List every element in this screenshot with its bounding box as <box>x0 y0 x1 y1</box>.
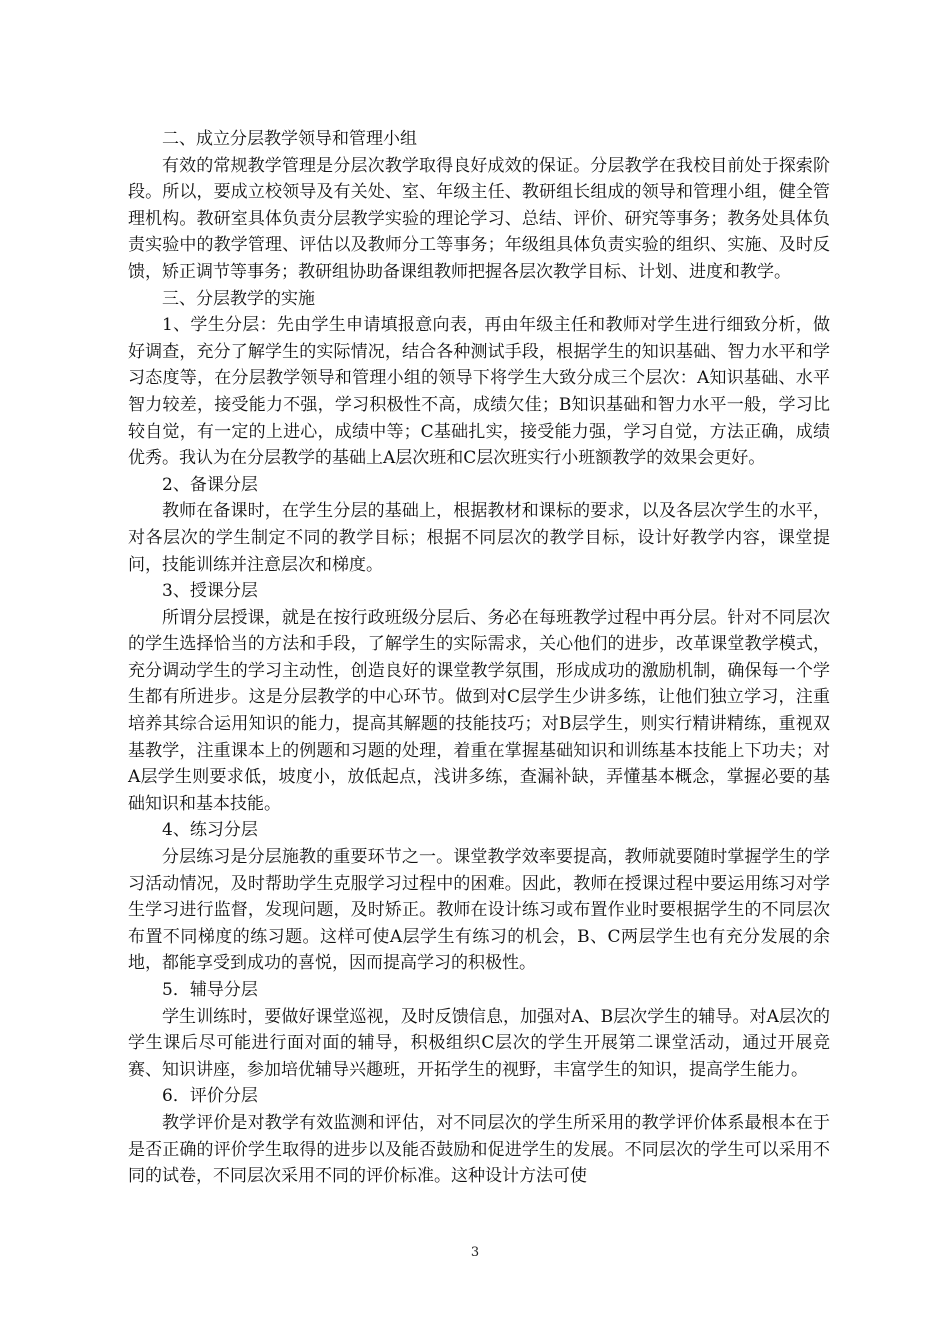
section-heading-evaluation: 6．评价分层 <box>162 1086 258 1107</box>
document-page <box>128 126 830 1190</box>
section-heading-practice: 4、练习分层 <box>162 820 258 841</box>
section-body-leadership: 有效的常规教学管理是分层次教学取得良好成效的保证。分层教学在我校目前处于探索阶段。所以，要成立校领导及有关处、室、年级主任、教研组长组成的领导和管理小组，健全管理机构。教研室具体负责分层教学实验的理论学习、总结、评价、研究等事务；教务处具体负责实验中的教学管理、评估以及教师分工等事务；年级组具体负责实验的组织、实施、及时反馈，矫正调节等事务；教研组协助备课组教师把握各层次教学目标、计划、进度和教学。 <box>128 155 830 282</box>
section-body-student-layering: 1、学生分层：先由学生申请填报意向表，再由年级主任和教师对学生进行细致分析，做好调查，充分了解学生的实际情况，结合各种测试手段，根据学生的知识基础、智力水平和学习态度等，在分层教学领导和管理小组的领导下将学生大致分成三个层次：A知识基础、水平智力较差，接受能力不强，学习积极性不高，成绩欠佳；B知识基础和智力水平一般，学习比较自觉，有一定的上进心，成绩中等；C基础扎实，接受能力强，学习自觉，方法正确，成绩优秀。我认为在分层教学的基础上A层次班和C层次班实行小班额教学的效果会更好。 <box>128 315 830 469</box>
section-body-tutoring: 学生训练时，要做好课堂巡视，及时反馈信息，加强对A、B层次学生的辅导。对A层次的学生课后尽可能进行面对面的辅导，积极组织C层次的学生开展第二课堂活动，通过开展竞赛、知识讲座，参加培优辅导兴趣班，开拓学生的视野，丰富学生的知识，提高学生能力。 <box>128 1006 830 1080</box>
section-heading-teaching: 3、授课分层 <box>162 581 258 602</box>
section-body-teaching: 所谓分层授课，就是在按行政班级分层后、务必在每班教学过程中再分层。针对不同层次的学生选择恰当的方法和手段，了解学生的实际需求，关心他们的进步，改革课堂教学模式，充分调动学生的学习主动性，创造良好的课堂教学氛围，形成成功的激励机制，确保每一个学生都有所进步。这是分层教学的中心环节。做到对C层学生少讲多练，让他们独立学习，注重培养其综合运用知识的能力，提高其解题的技能技巧；对B层学生，则实行精讲精练，重视双基教学，注重课本上的例题和习题的处理，着重在掌握基础知识和训练基本技能上下功夫；对A层学生则要求低，坡度小，放低起点，浅讲多练，查漏补缺，弄懂基本概念，掌握必要的基础知识和基本技能。 <box>128 607 830 814</box>
page-number: 3 <box>470 1245 480 1260</box>
section-heading-lesson-prep: 2、备课分层 <box>162 474 258 495</box>
section-heading-tutoring: 5．辅导分层 <box>162 980 258 1000</box>
section-heading-implementation: 三、分层教学的实施 <box>162 288 315 309</box>
section-body-practice: 分层练习是分层施教的重要环节之一。课堂教学效率要提高，教师就要随时掌握学生的学习活动情况，及时帮助学生克服学习过程中的困难。因此，教师在授课过程中要运用练习对学生学习进行监督，发现问题，及时矫正。教师在设计练习或布置作业时要根据学生的不同层次布置不同梯度的练习题。这样可使A层学生有练习的机会，B、C两层学生也有充分发展的余地，都能享受到成功的喜悦，因而提高学习的积极性。 <box>128 847 830 974</box>
section-body-evaluation: 教学评价是对教学有效监测和评估，对不同层次的学生所采用的教学评价体系最根本在于是否正确的评价学生取得的进步以及能否鼓励和促进学生的发展。不同层次的学生可以采用不同的试卷，不同层次采用不同的评价标准。这种设计方法可使 <box>128 1112 830 1187</box>
section-heading-leadership: 二、成立分层教学领导和管理小组 <box>162 129 417 149</box>
section-body-lesson-prep: 教师在备课时，在学生分层的基础上，根据教材和课标的要求，以及各层次学生的水平，对各层次的学生制定不同的教学目标；根据不同层次的教学目标，设计好教学内容，课堂提问，技能训练并注意层次和梯度。 <box>128 501 830 575</box>
